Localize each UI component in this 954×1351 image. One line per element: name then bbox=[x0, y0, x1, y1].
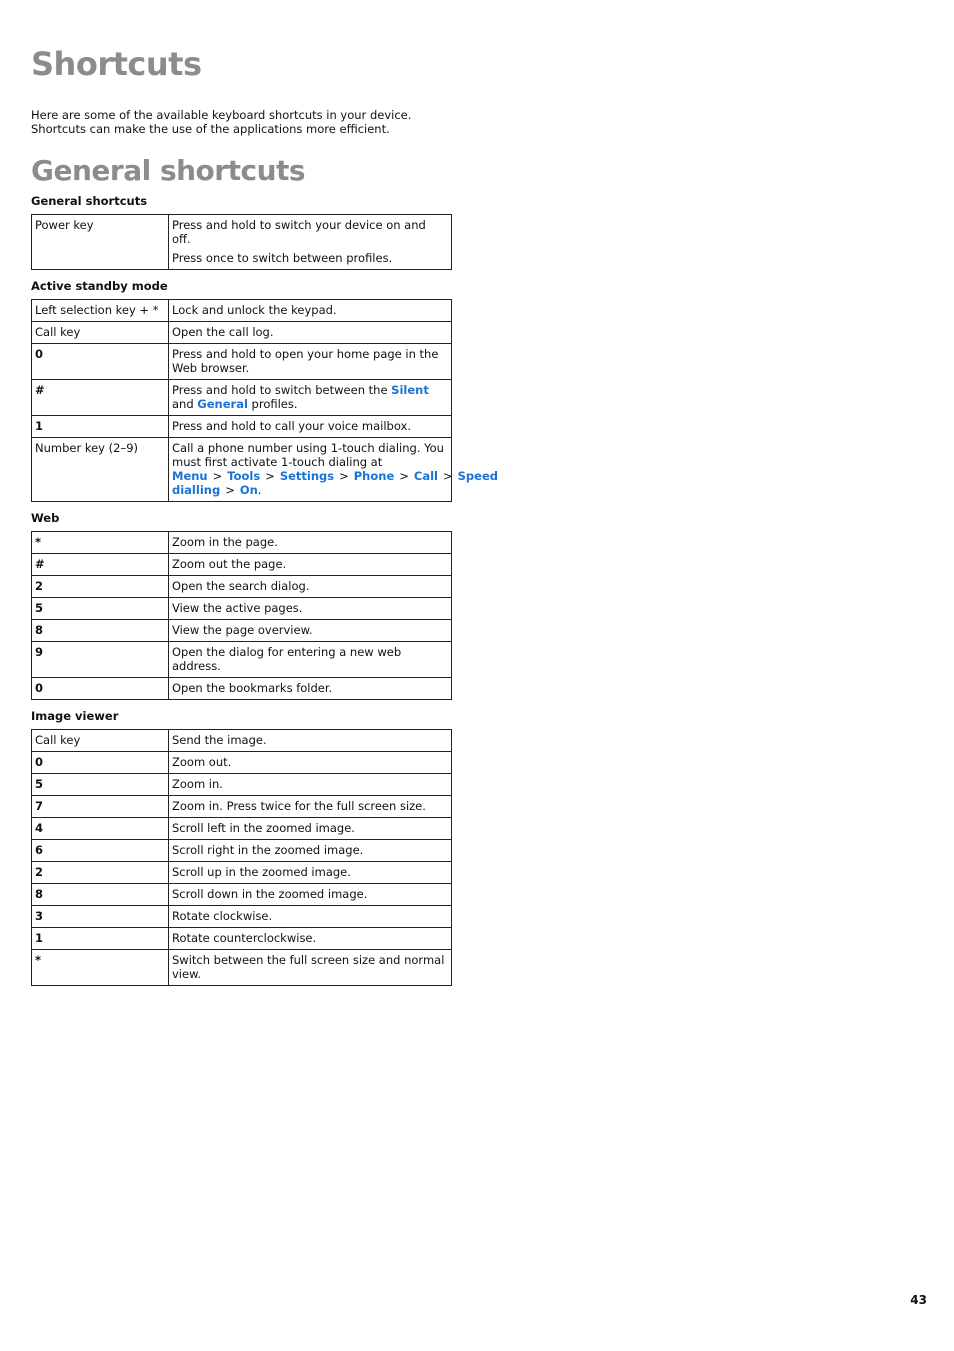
description-text: Press and hold to switch between the bbox=[172, 383, 392, 397]
shortcut-description bbox=[169, 818, 452, 840]
shortcut-description bbox=[169, 730, 452, 752]
table-row bbox=[32, 862, 452, 884]
shortcut-key: 0 bbox=[32, 752, 169, 774]
path-separator: > bbox=[339, 469, 349, 483]
table-row bbox=[32, 344, 452, 380]
shortcut-key: 2 bbox=[32, 576, 169, 598]
table-row bbox=[32, 598, 452, 620]
menu-path-link[interactable]: Settings bbox=[279, 469, 335, 483]
shortcut-description bbox=[169, 840, 452, 862]
shortcut-description bbox=[169, 380, 452, 416]
shortcut-key: Left selection key + * bbox=[32, 300, 169, 322]
menu-path-link[interactable]: Speed dialling bbox=[172, 469, 498, 497]
description-line: Zoom out the page. bbox=[172, 557, 287, 571]
description-line: Zoom in. Press twice for the full screen size. bbox=[172, 799, 426, 813]
table-row bbox=[32, 678, 452, 700]
section-title: General shortcuts bbox=[31, 154, 306, 187]
description-text: . bbox=[257, 483, 262, 497]
shortcut-key: Call key bbox=[32, 322, 169, 344]
group-label: Active standby mode bbox=[31, 279, 168, 293]
description-line: Scroll down in the zoomed image. bbox=[172, 887, 368, 901]
shortcut-description bbox=[169, 416, 452, 438]
group-label: General shortcuts bbox=[31, 194, 148, 208]
table-row bbox=[32, 774, 452, 796]
description-line: Rotate clockwise. bbox=[172, 909, 273, 923]
shortcut-key: 0 bbox=[32, 678, 169, 700]
description-text: profiles. bbox=[247, 397, 298, 411]
shortcut-description bbox=[169, 532, 452, 554]
shortcut-description bbox=[169, 598, 452, 620]
description-line: Open the call log. bbox=[172, 325, 274, 339]
menu-path-link[interactable]: On bbox=[239, 483, 258, 497]
shortcut-description bbox=[169, 884, 452, 906]
page-title: Shortcuts bbox=[31, 45, 202, 83]
description-line: View the active pages. bbox=[172, 601, 303, 615]
table-row bbox=[32, 554, 452, 576]
shortcut-key: Number key (2–9) bbox=[32, 438, 169, 502]
table-row bbox=[32, 416, 452, 438]
description-line: Zoom in. bbox=[172, 777, 223, 791]
shortcut-key: 1 bbox=[32, 928, 169, 950]
shortcut-description bbox=[169, 344, 452, 380]
menu-path-link[interactable]: General bbox=[197, 397, 248, 411]
table-row bbox=[32, 576, 452, 598]
shortcut-description bbox=[169, 576, 452, 598]
shortcut-key: 7 bbox=[32, 796, 169, 818]
shortcut-key: 4 bbox=[32, 818, 169, 840]
description-line: Zoom in the page. bbox=[172, 535, 278, 549]
table-row bbox=[32, 928, 452, 950]
description-line: Press once to switch between profiles. bbox=[172, 251, 393, 265]
shortcut-key: Power key bbox=[32, 215, 169, 270]
shortcut-key: 0 bbox=[32, 344, 169, 380]
path-separator: > bbox=[265, 469, 275, 483]
shortcut-description bbox=[169, 300, 452, 322]
path-separator: > bbox=[399, 469, 409, 483]
shortcut-description bbox=[169, 438, 498, 502]
table-row bbox=[32, 620, 452, 642]
shortcut-table bbox=[31, 214, 452, 270]
description-text: and bbox=[172, 397, 198, 411]
shortcut-description bbox=[169, 906, 452, 928]
table-row bbox=[32, 438, 452, 502]
description-line: Press and hold to switch your device on and off. bbox=[172, 218, 426, 246]
table-row bbox=[32, 906, 452, 928]
shortcut-description bbox=[169, 620, 452, 642]
shortcut-table bbox=[31, 729, 452, 986]
table-row bbox=[32, 796, 452, 818]
shortcut-description bbox=[169, 950, 452, 986]
description-text: Call a phone number using 1-touch dialing. You must first activate 1-touch dialing at bbox=[172, 441, 444, 469]
description-line: Lock and unlock the keypad. bbox=[172, 303, 337, 317]
shortcut-key: # bbox=[32, 380, 169, 416]
shortcut-description bbox=[169, 862, 452, 884]
table-row bbox=[32, 380, 452, 416]
table-row bbox=[32, 840, 452, 862]
shortcut-description bbox=[169, 752, 452, 774]
table-row bbox=[32, 818, 452, 840]
shortcut-key: # bbox=[32, 554, 169, 576]
shortcut-key: 5 bbox=[32, 774, 169, 796]
table-row bbox=[32, 642, 452, 678]
shortcut-key: * bbox=[32, 532, 169, 554]
description-line: Rotate counterclockwise. bbox=[172, 931, 317, 945]
table-row bbox=[32, 752, 452, 774]
table-row bbox=[32, 730, 452, 752]
description-line: Open the bookmarks folder. bbox=[172, 681, 333, 695]
menu-path-link[interactable]: Silent bbox=[391, 383, 429, 397]
shortcut-table bbox=[31, 299, 498, 502]
shortcut-key: 9 bbox=[32, 642, 169, 678]
description-line: Scroll right in the zoomed image. bbox=[172, 843, 364, 857]
shortcut-table bbox=[31, 531, 452, 700]
description-line: Open the search dialog. bbox=[172, 579, 310, 593]
table-row bbox=[32, 884, 452, 906]
description-line: Zoom out. bbox=[172, 755, 232, 769]
table-row bbox=[32, 215, 452, 270]
menu-path-link[interactable]: Phone bbox=[353, 469, 395, 483]
path-separator: > bbox=[225, 483, 235, 497]
shortcut-key: 3 bbox=[32, 906, 169, 928]
menu-path-link[interactable]: Menu bbox=[172, 469, 208, 483]
intro-paragraph: Here are some of the available keyboard shortcuts in your device. Shortcuts can make the use of the applications more efficient. bbox=[31, 108, 412, 136]
shortcut-key: 6 bbox=[32, 840, 169, 862]
description-line: Scroll left in the zoomed image. bbox=[172, 821, 355, 835]
description-line: View the page overview. bbox=[172, 623, 313, 637]
table-row bbox=[32, 300, 452, 322]
shortcut-key: 8 bbox=[32, 884, 169, 906]
shortcut-key: Call key bbox=[32, 730, 169, 752]
path-separator: > bbox=[443, 469, 453, 483]
description-line: Switch between the full screen size and normal view. bbox=[172, 953, 445, 981]
description-line: Press and hold to open your home page in the Web browser. bbox=[172, 347, 439, 375]
table-row bbox=[32, 532, 452, 554]
table-row bbox=[32, 950, 452, 986]
shortcut-tables bbox=[31, 193, 498, 994]
shortcut-key: 1 bbox=[32, 416, 169, 438]
shortcut-key: 8 bbox=[32, 620, 169, 642]
path-separator: > bbox=[212, 469, 223, 483]
shortcut-key: 5 bbox=[32, 598, 169, 620]
shortcut-description bbox=[169, 322, 452, 344]
shortcut-description bbox=[169, 215, 452, 270]
table-row bbox=[32, 322, 452, 344]
page-number: 43 bbox=[910, 1293, 927, 1307]
description-line: Scroll up in the zoomed image. bbox=[172, 865, 351, 879]
shortcut-description bbox=[169, 774, 452, 796]
shortcut-description bbox=[169, 554, 452, 576]
menu-path-link[interactable]: Call bbox=[413, 469, 438, 483]
shortcut-key: * bbox=[32, 950, 169, 986]
group-label: Image viewer bbox=[31, 709, 119, 723]
shortcut-description bbox=[169, 928, 452, 950]
shortcut-key: 2 bbox=[32, 862, 169, 884]
shortcut-description bbox=[169, 678, 452, 700]
shortcut-description bbox=[169, 796, 452, 818]
shortcut-description bbox=[169, 642, 452, 678]
description-line: Press and hold to call your voice mailbox. bbox=[172, 419, 411, 433]
group-label: Web bbox=[31, 511, 60, 525]
description-line: Send the image. bbox=[172, 733, 267, 747]
menu-path-link[interactable]: Tools bbox=[227, 469, 261, 483]
description-line: Open the dialog for entering a new web address. bbox=[172, 645, 402, 673]
